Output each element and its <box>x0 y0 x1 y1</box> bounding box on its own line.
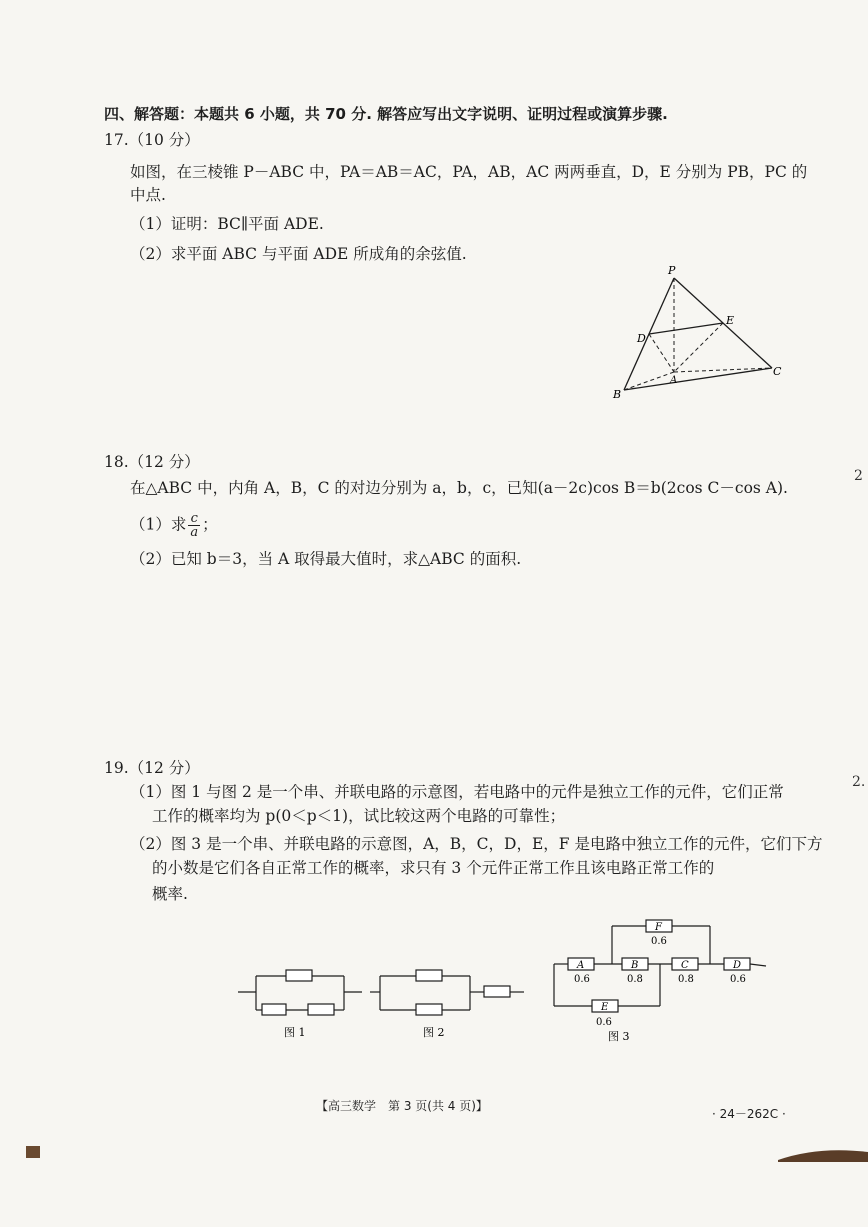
footer-code: · 24－262C · <box>712 1107 786 1121</box>
label-p: P <box>668 264 676 277</box>
fig3-element-f <box>646 920 672 947</box>
q18-stem: 在△ABC 中，内角 A，B，C 的对边分别为 a，b，c，已知(a－2c)cos B＝b(2cos C－cos A). <box>130 479 788 497</box>
fig3-f-prob: 0.6 <box>651 936 667 947</box>
circuit-figure-1 <box>236 964 364 1044</box>
fig3-b-label: B <box>631 960 639 971</box>
edge-mark-1: 2 <box>854 468 863 484</box>
fig2-element-top <box>416 970 442 981</box>
edge-de <box>649 323 723 334</box>
fig3-b-prob: 0.8 <box>627 974 643 985</box>
fig3-c-label: C <box>681 960 689 971</box>
edge-ad <box>649 334 674 372</box>
q19-part1-line2: 工作的概率均为 p(0＜p＜1)，试比较这两个电路的可靠性； <box>152 807 566 825</box>
label-d: D <box>637 332 646 345</box>
edge-mark-2: 2. <box>852 774 866 790</box>
fig3-e-label: E <box>601 1002 609 1013</box>
corner-artifact-right <box>778 1146 868 1162</box>
q19-part2-line3: 概率. <box>152 885 188 903</box>
fig3-element-b <box>622 958 648 985</box>
fig2-caption: 图 2 <box>423 1026 445 1039</box>
fig1-caption: 图 1 <box>284 1026 306 1039</box>
fig3-e-prob: 0.6 <box>596 1017 612 1028</box>
fig1-element-top <box>286 970 312 981</box>
q18-number: 18.（12 分） <box>104 453 200 471</box>
fraction-c-over-a <box>188 512 200 539</box>
q17-part2: （2）求平面 ABC 与平面 ADE 所成角的余弦值. <box>130 245 467 263</box>
fig3-caption: 图 3 <box>608 1030 630 1043</box>
footer-page-label: 【高三数学 第 3 页(共 4 页)】 <box>316 1099 488 1113</box>
q18-part1 <box>130 512 218 539</box>
label-c: C <box>773 365 782 378</box>
circuit-figure-3 <box>534 912 770 1046</box>
fraction-denominator: a <box>190 525 199 540</box>
section-header: 四、解答题：本题共 6 小题，共 70 分. 解答应写出文字说明、证明过程或演算步骤. <box>104 105 668 123</box>
q17-stem-line1: 如图，在三棱锥 P－ABC 中，PA＝AB＝AC，PA，AB，AC 两两垂直，D，E 分别为 PB，PC 的 <box>130 163 808 181</box>
label-b: B <box>613 388 622 401</box>
fig2-element-series <box>484 986 510 997</box>
label-a: A <box>670 375 678 386</box>
fig3-element-d <box>724 958 750 985</box>
q19-part2-line2: 的小数是它们各自正常工作的概率，求只有 3 个元件正常工作且该电路正常工作的 <box>152 859 715 877</box>
edge-ae <box>674 323 723 372</box>
circuit-figure-2 <box>368 964 528 1044</box>
label-e: E <box>726 314 735 327</box>
fig3-element-e <box>592 1000 618 1028</box>
fig3-element-a <box>568 958 594 985</box>
q17-number: 17.（10 分） <box>104 131 200 149</box>
fig3-d-label: D <box>733 960 742 971</box>
fraction-numerator: c <box>188 512 200 526</box>
corner-artifact-left <box>26 1146 40 1158</box>
fig2-element-bottom <box>416 1004 442 1015</box>
q19-number: 19.（12 分） <box>104 759 200 777</box>
fig3-a-label: A <box>577 960 585 971</box>
q19-part1-line1: （1）图 1 与图 2 是一个串、并联电路的示意图，若电路中的元件是独立工作的元件，它们正常 <box>130 783 784 801</box>
q18-part1-prefix: （1）求 <box>130 515 187 534</box>
fig3-f-label: F <box>655 922 662 933</box>
fig1-element-bottom-left <box>262 1004 286 1015</box>
fig3-c-prob: 0.8 <box>678 974 694 985</box>
q17-part1: （1）证明：BC∥平面 ADE. <box>130 215 324 233</box>
q18-part2: （2）已知 b＝3，当 A 取得最大值时，求△ABC 的面积. <box>130 550 522 568</box>
q17-stem-line2: 中点. <box>130 186 166 204</box>
fig3-d-prob: 0.6 <box>730 974 746 985</box>
fig1-element-bottom-right <box>308 1004 334 1015</box>
tetrahedron-figure <box>610 262 790 402</box>
q18-part1-suffix: ； <box>202 515 218 534</box>
q19-part2-line1: （2）图 3 是一个串、并联电路的示意图，A，B，C，D，E，F 是电路中独立工作的元件，它们下方 <box>130 835 823 853</box>
fig3-a-prob: 0.6 <box>574 974 590 985</box>
fig3-element-c <box>672 958 698 985</box>
